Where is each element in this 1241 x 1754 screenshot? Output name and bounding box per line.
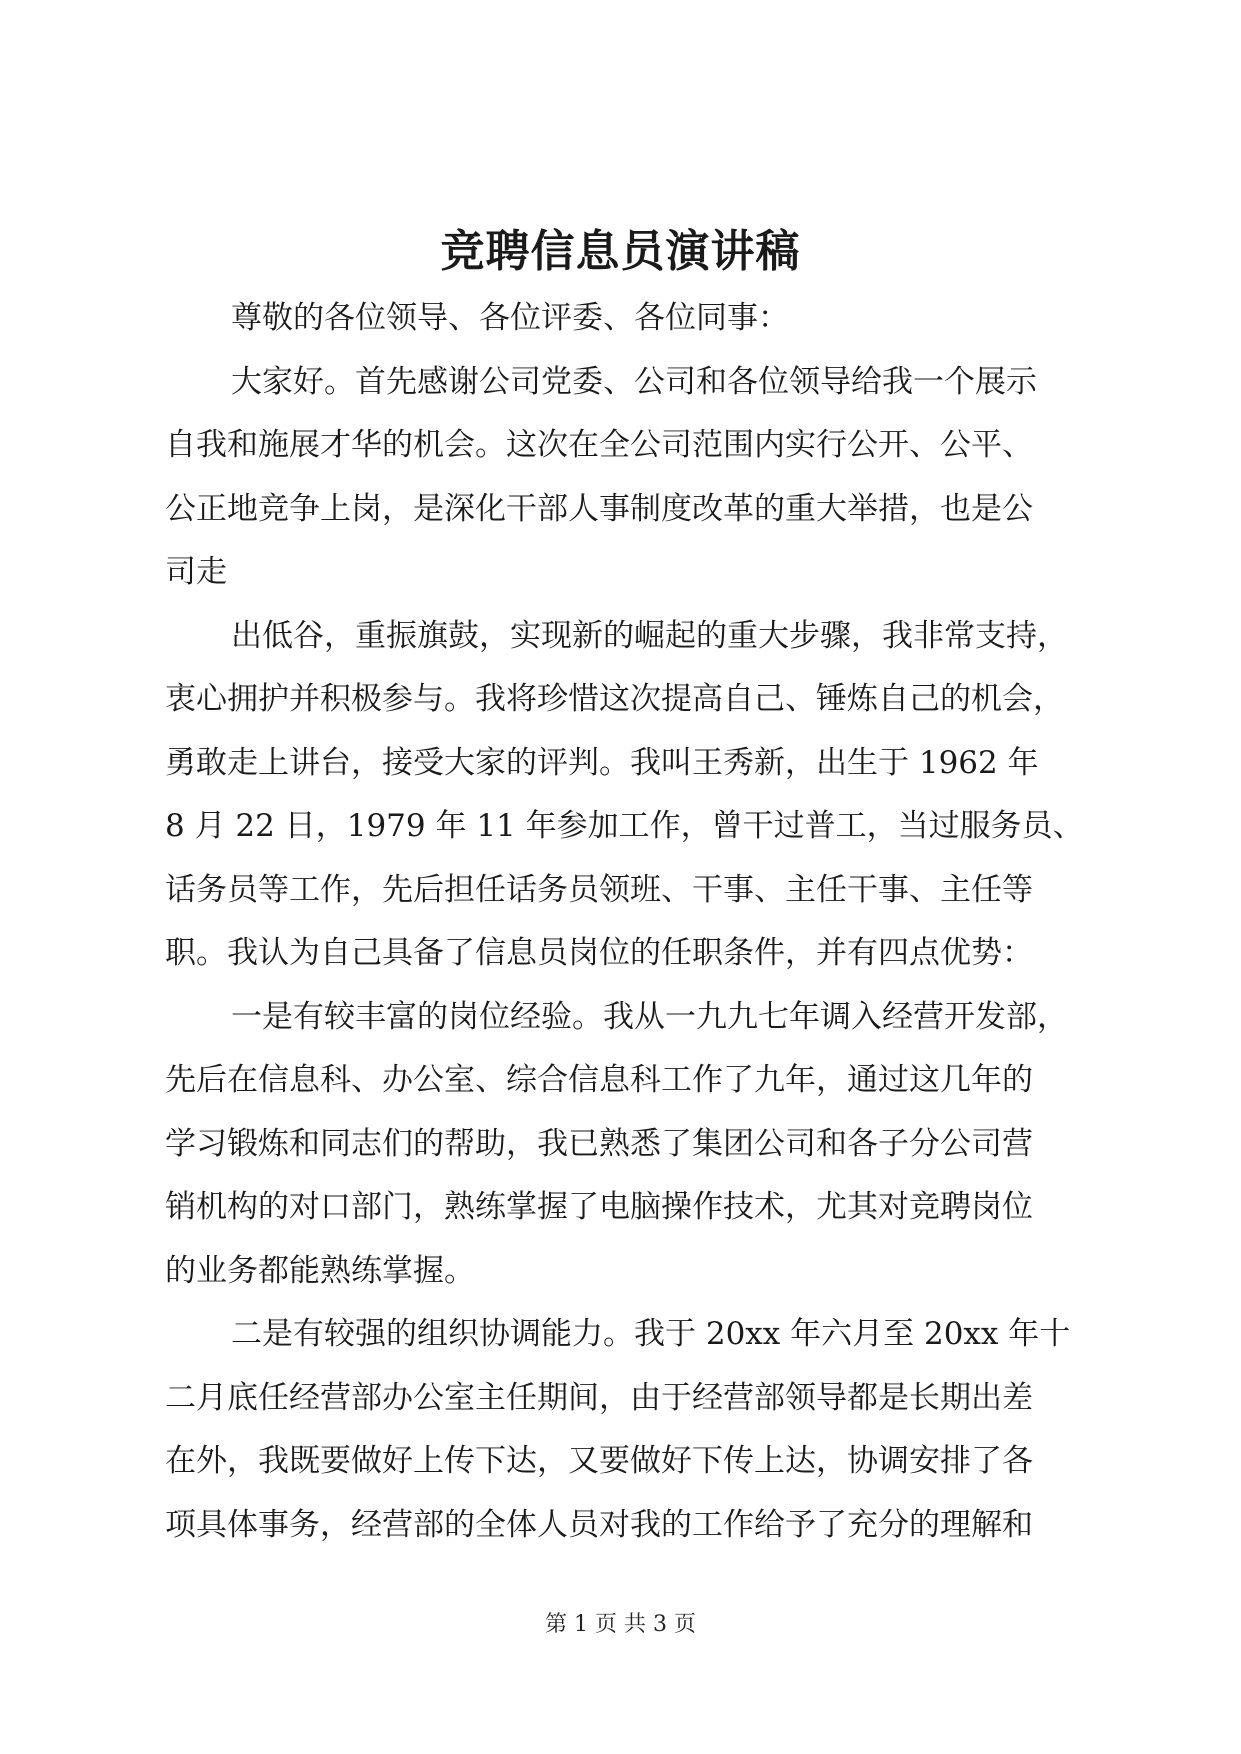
- body-line: 二月底任经营部办公室主任期间，由于经营部领导都是长期出差: [165, 1379, 1033, 1416]
- body-line: 尊敬的各位领导、各位评委、各位同事：: [231, 300, 789, 336]
- document-body: [165, 287, 1085, 1557]
- body-line: 一是有较丰富的岗位经验。我从一九九七年调入经营开发部，: [231, 998, 1068, 1035]
- body-line: 销机构的对口部门，熟练掌握了电脑操作技术，尤其对竞聘岗位: [165, 1189, 1033, 1225]
- body-line: 公正地竞争上岗，是深化干部人事制度改革的重大举措，也是公: [165, 490, 1033, 527]
- body-line: 项具体事务，经营部的全体人员对我的工作给予了充分的理解和: [165, 1506, 1033, 1543]
- body-line: 学习锻炼和同志们的帮助，我已熟悉了集团公司和各子分公司营: [165, 1125, 1033, 1162]
- body-line: 话务员等工作，先后担任话务员领班、干事、主任干事、主任等: [165, 871, 1033, 908]
- body-line: 先后在信息科、办公室、综合信息科工作了九年，通过这几年的: [165, 1062, 1033, 1098]
- body-line: 大家好。首先感谢公司党委、公司和各位领导给我一个展示: [231, 363, 1037, 400]
- body-line: 自我和施展才华的机会。这次在全公司范围内实行公开、公平、: [165, 427, 1033, 463]
- body-line: 在外，我既要做好上传下达，又要做好下传上达，协调安排了各: [165, 1443, 1033, 1479]
- body-line: 司走: [165, 554, 227, 590]
- body-line: 出低谷，重振旗鼓，实现新的崛起的重大步骤，我非常支持，: [231, 617, 1068, 654]
- body-line: 8 月 22 日，1979 年 11 年参加工作，曾干过普工，当过服务员、: [165, 808, 1084, 844]
- body-line: 职。我认为自己具备了信息员岗位的任职条件，并有四点优势：: [165, 935, 1033, 971]
- body-line: 衷心拥护并积极参与。我将珍惜这次提高自己、锤炼自己的机会，: [165, 681, 1064, 717]
- body-line: 的业务都能熟练掌握。: [165, 1252, 475, 1289]
- body-line: 勇敢走上讲台，接受大家的评判。我叫王秀新，出生于 1962 年: [165, 744, 1039, 781]
- document-title: 竞聘信息员演讲稿: [440, 226, 801, 277]
- page-number-footer: 第 1 页 共 3 页: [545, 1612, 696, 1637]
- body-line: 二是有较强的组织协调能力。我于 20xx 年六月至 20xx 年十: [231, 1316, 1071, 1352]
